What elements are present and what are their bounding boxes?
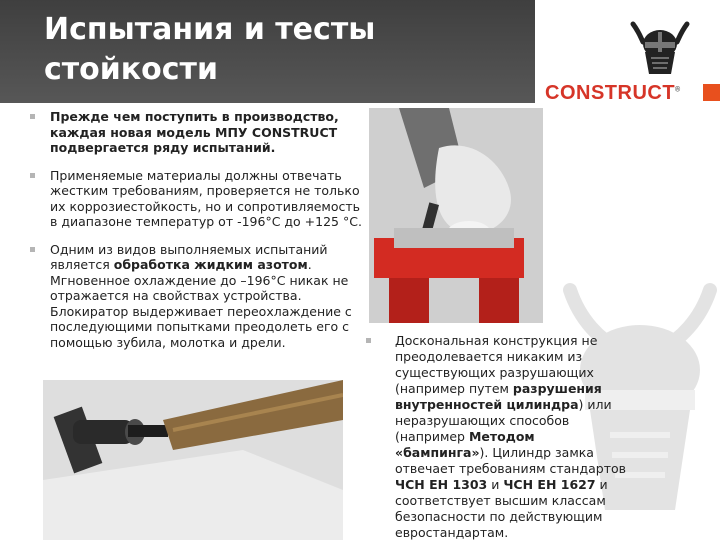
right-text-4: и [487, 477, 504, 492]
bullet-marker [30, 173, 35, 178]
slide-title [44, 10, 524, 90]
bullet-marker [30, 114, 35, 119]
bullet-text-post: . Мгновенное охлаждение до –196°C никак не отражается на свойствах устройства. Блокиратор выдерживает переохлаждение с последующими попытками преодолеть его с помощью зубила, молотка и дрели. [50, 257, 352, 350]
bullet-marker [30, 247, 35, 252]
right-text-1: Доскональная конструкция не преодолевается никаким из существующих разрушающих (например путем [395, 333, 598, 396]
bullet-item-2 [30, 168, 370, 230]
right-text-bold-3: ЧСН ЕН 1303 [395, 477, 488, 492]
viking-helmet-icon [625, 18, 695, 80]
right-text-bold-4: ЧСН ЕН 1627 [503, 477, 596, 492]
bullet-item-3 [30, 242, 370, 351]
title-line-2: стойкости [44, 52, 218, 87]
brand-logo [545, 82, 681, 105]
bullet-text: Прежде чем поступить в производство, каждая новая модель МПУ CONSTRUCT подвергается ряду испытаний. [50, 109, 339, 155]
right-text-bold-1: разрушения внутренностей цилиндра [395, 381, 602, 412]
title-line-1: Испытания и тесты [44, 12, 376, 47]
right-text-3: ). Цилиндр замка отвечает требованиям стандартов [395, 445, 627, 476]
right-text-bold-2: Методом «бампинга» [395, 429, 535, 460]
accent-square [703, 84, 720, 101]
right-text-5: и соответствует высшим классам безопасности по действующим евростандартам. [395, 477, 608, 540]
bullet-text: Применяемые материалы должны отвечать жестким требованиям, проверяется не только их коррозиестойкость, но и сопротивляемость в диапазоне температур от -196°C до +125 °C. [50, 167, 362, 229]
bullet-marker [366, 338, 371, 343]
right-bullet [377, 333, 627, 541]
right-text-2: ) или неразрушающих способов (например [395, 397, 612, 444]
brand-name: CONSTRUCT [545, 82, 676, 104]
photo-hammer-lock [43, 380, 343, 540]
bullet-text-pre: Одним из видов выполняемых испытаний является [50, 241, 328, 272]
photo-chisel-vise [369, 108, 543, 323]
bullet-text-bold: обработка жидким азотом [113, 257, 308, 272]
bullet-list [30, 109, 370, 362]
right-bullet-paragraph [377, 333, 627, 541]
registered-mark: ® [675, 86, 681, 94]
bullet-item-1 [30, 109, 370, 156]
